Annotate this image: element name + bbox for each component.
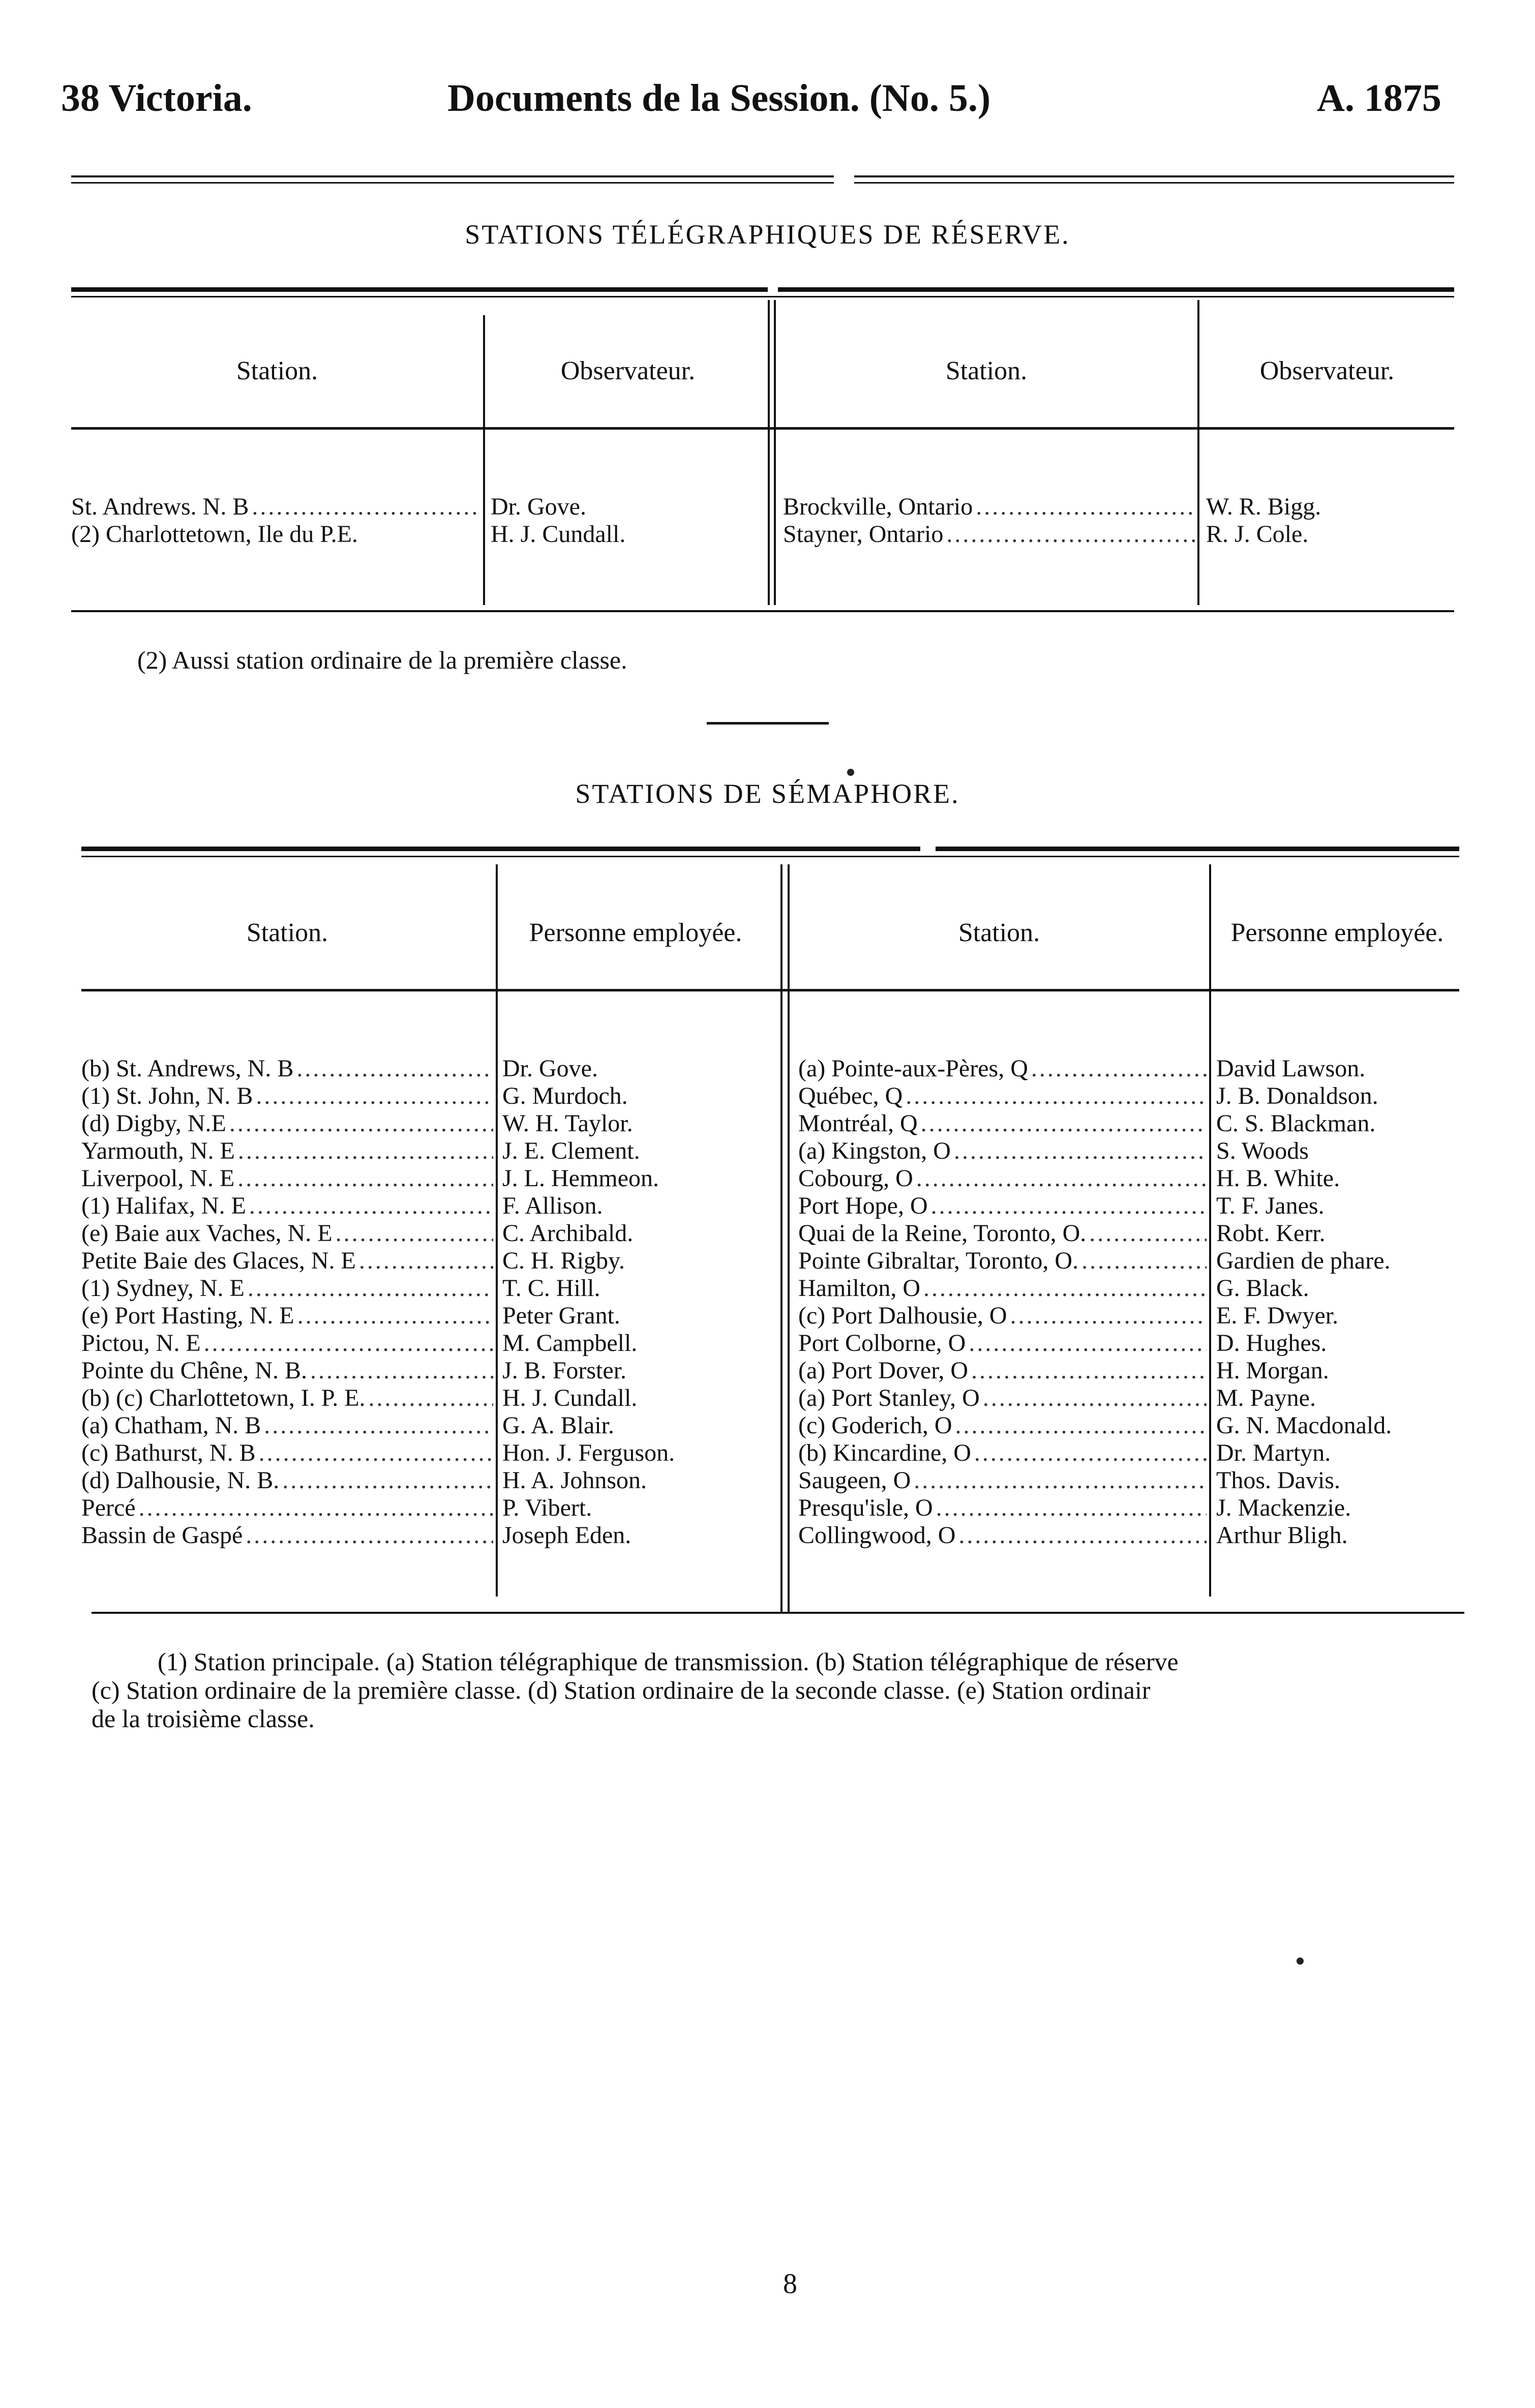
station-name: Pictou, N. E <box>81 1330 201 1357</box>
person-name: E. F. Dwyer. <box>1216 1302 1339 1329</box>
page-number: 8 <box>783 2268 797 2300</box>
person-row <box>502 1110 779 1137</box>
semaphore-left-row <box>81 1165 493 1192</box>
person-row <box>502 1494 779 1522</box>
semaphore-left-row <box>81 1357 493 1384</box>
semaphore-right-row <box>798 1357 1207 1384</box>
ink-spot <box>1297 1958 1304 1965</box>
person-name: F. Allison. <box>502 1192 603 1219</box>
header-year: A. 1875 <box>1317 77 1441 119</box>
station-name: (e) Baie aux Vaches, N. E <box>81 1220 333 1247</box>
semaphore-right-row <box>798 1467 1207 1494</box>
station-name: Montréal, Q <box>798 1110 918 1137</box>
observer-name: R. J. Cole. <box>1206 521 1309 548</box>
person-row <box>502 1082 779 1110</box>
station-name: Pointe du Chêne, N. B. <box>81 1357 307 1384</box>
semaphore-header-rule <box>81 989 1459 991</box>
person-name: H. B. White. <box>1216 1165 1340 1192</box>
person-row <box>502 1384 779 1412</box>
reserve-vline-2b <box>774 300 776 605</box>
semaphore-right-row <box>798 1110 1207 1137</box>
person-name: J. B. Donaldson. <box>1216 1082 1378 1109</box>
station-name: (a) Kingston, O <box>798 1137 951 1164</box>
person-row <box>1216 1384 1470 1412</box>
person-row <box>502 1247 779 1275</box>
semaphore-left-row <box>81 1082 493 1110</box>
header-volume: 38 Victoria. <box>61 77 252 119</box>
person-row <box>1216 1412 1470 1439</box>
person-name: Joseph Eden. <box>502 1522 631 1549</box>
station-name: Port Hope, O <box>798 1192 928 1219</box>
semaphore-left-row <box>81 1275 493 1302</box>
station-name: (d) Dalhousie, N. B. <box>81 1467 280 1494</box>
reserve-col-observer-left: Observateur. <box>560 356 696 385</box>
semaphore-top-rule-thin <box>81 856 1459 857</box>
semaphore-left-row <box>81 1192 493 1220</box>
person-row <box>502 1302 779 1330</box>
person-row <box>1216 1494 1470 1522</box>
person-row <box>1216 1055 1470 1082</box>
person-name: G. A. Blair. <box>502 1412 615 1439</box>
reserve-header-rule <box>71 427 1454 430</box>
semaphore-col-person-left: Personne employée. <box>529 918 742 947</box>
person-name: J. Mackenzie. <box>1216 1494 1351 1521</box>
header-rule-left <box>71 175 834 177</box>
semaphore-right-row <box>798 1494 1207 1522</box>
station-name: Stayner, Ontario <box>783 521 944 548</box>
station-name: Cobourg, O <box>798 1165 913 1192</box>
reserve-top-rule-left <box>71 287 768 292</box>
semaphore-right-people <box>1216 1055 1470 1549</box>
semaphore-right-row <box>798 1275 1207 1302</box>
person-row <box>1216 1439 1470 1467</box>
person-name: Hon. J. Ferguson. <box>502 1439 675 1466</box>
person-name: David Lawson. <box>1216 1055 1366 1082</box>
semaphore-right-row <box>798 1137 1207 1165</box>
person-name: C. Archibald. <box>502 1220 634 1247</box>
person-name: J. E. Clement. <box>502 1137 640 1164</box>
person-name: M. Payne. <box>1216 1384 1316 1411</box>
person-name: C. H. Rigby. <box>502 1247 625 1274</box>
person-name: Peter Grant. <box>502 1302 620 1329</box>
person-name: D. Hughes. <box>1216 1330 1327 1357</box>
person-row <box>1216 1467 1470 1494</box>
person-row <box>1216 1302 1470 1330</box>
footnote-line-3: de la troisième classe. <box>92 1704 315 1733</box>
station-name: Brockville, Ontario <box>783 493 973 520</box>
reserve-top-rule-thin <box>71 296 1454 297</box>
semaphore-left-row <box>81 1110 493 1137</box>
semaphore-vline-1 <box>496 864 498 1597</box>
reserve-left-row <box>71 493 480 521</box>
station-name: (a) Port Stanley, O <box>798 1384 980 1411</box>
semaphore-right-row <box>798 1192 1207 1220</box>
semaphore-top-rule-left <box>81 847 920 851</box>
station-name: Collingwood, O <box>798 1522 956 1549</box>
reserve-col-station-right: Station. <box>945 356 1028 385</box>
reserve-vline-1 <box>483 315 485 605</box>
semaphore-vline-2b <box>788 864 790 1612</box>
reserve-left-stations <box>71 493 480 548</box>
semaphore-right-stations <box>798 1055 1207 1549</box>
person-name: G. Murdoch. <box>502 1082 628 1109</box>
semaphore-left-row <box>81 1220 493 1247</box>
reserve-top-rule-right <box>778 287 1454 292</box>
person-name: W. H. Taylor. <box>502 1110 633 1137</box>
observer-name: H. J. Cundall. <box>491 521 626 548</box>
person-name: Thos. Davis. <box>1216 1467 1340 1494</box>
semaphore-right-row <box>798 1522 1207 1549</box>
person-row <box>502 1330 779 1357</box>
ink-spot <box>847 769 854 776</box>
person-row <box>502 1165 779 1192</box>
person-row <box>1216 1082 1470 1110</box>
person-name: Arthur Bligh. <box>1216 1522 1348 1549</box>
reserve-right-row <box>783 521 1195 548</box>
person-row <box>502 1055 779 1082</box>
semaphore-vline-2 <box>780 864 782 1612</box>
station-name: (1) Sydney, N. E <box>81 1275 245 1302</box>
station-name: Quai de la Reine, Toronto, O. <box>798 1220 1087 1247</box>
station-name: (c) Bathurst, N. B <box>81 1439 256 1466</box>
semaphore-right-row <box>798 1220 1207 1247</box>
reserve-vline-2 <box>768 300 770 605</box>
reserve-left-person <box>491 521 765 548</box>
semaphore-left-row <box>81 1302 493 1330</box>
station-name: (c) Goderich, O <box>798 1412 952 1439</box>
station-name: Port Colborne, O <box>798 1330 966 1357</box>
section-separator <box>707 722 829 725</box>
person-row <box>502 1439 779 1467</box>
person-row <box>1216 1247 1470 1275</box>
semaphore-top-rule-right <box>936 847 1459 851</box>
person-row <box>502 1137 779 1165</box>
semaphore-right-row <box>798 1165 1207 1192</box>
semaphore-left-people <box>502 1055 779 1549</box>
header-rule-left-2 <box>71 182 834 184</box>
person-name: G. Black. <box>1216 1275 1309 1302</box>
semaphore-title: STATIONS DE SÉMAPHORE. <box>575 778 960 809</box>
person-row <box>1216 1137 1470 1165</box>
person-name: G. N. Macdonald. <box>1216 1412 1392 1439</box>
station-name: (1) St. John, N. B <box>81 1082 253 1109</box>
person-name: C. S. Blackman. <box>1216 1110 1376 1137</box>
reserve-right-person <box>1206 493 1455 521</box>
person-row <box>502 1412 779 1439</box>
person-name: Dr. Gove. <box>502 1055 598 1082</box>
semaphore-left-row <box>81 1330 493 1357</box>
semaphore-left-row <box>81 1439 493 1467</box>
semaphore-right-row <box>798 1439 1207 1467</box>
person-name: Robt. Kerr. <box>1216 1220 1326 1247</box>
person-name: H. A. Johnson. <box>502 1467 647 1494</box>
header-rule-right <box>854 175 1454 177</box>
semaphore-left-row <box>81 1247 493 1275</box>
station-name: St. Andrews. N. B <box>71 493 249 520</box>
footnote-line-1: (1) Station principale. (a) Station télégraphique de transmission. (b) Station télégraphique de réserve <box>158 1647 1179 1676</box>
station-name: Pointe Gibraltar, Toronto, O. <box>798 1247 1079 1274</box>
semaphore-col-station-left: Station. <box>246 918 328 947</box>
reserve-note: (2) Aussi station ordinaire de la première classe. <box>137 646 627 674</box>
semaphore-right-row <box>798 1055 1207 1082</box>
person-row <box>502 1192 779 1220</box>
person-name: H. Morgan. <box>1216 1357 1329 1384</box>
semaphore-right-row <box>798 1412 1207 1439</box>
semaphore-right-row <box>798 1330 1207 1357</box>
station-name: (d) Digby, N.E <box>81 1110 226 1137</box>
station-name: (2) Charlottetown, Ile du P.E. <box>71 521 358 548</box>
person-name: J. L. Hemmeon. <box>502 1165 659 1192</box>
person-name: T. C. Hill. <box>502 1275 600 1302</box>
reserve-right-stations <box>783 493 1195 548</box>
reserve-right-row <box>783 493 1195 521</box>
station-name: (a) Port Dover, O <box>798 1357 968 1384</box>
station-name: Hamilton, O <box>798 1275 920 1302</box>
reserve-col-observer-right: Observateur. <box>1259 356 1395 385</box>
person-row <box>502 1220 779 1247</box>
person-row <box>1216 1275 1470 1302</box>
semaphore-left-row <box>81 1055 493 1082</box>
semaphore-right-row <box>798 1082 1207 1110</box>
semaphore-col-station-right: Station. <box>958 918 1040 947</box>
station-name: (a) Pointe-aux-Pères, Q <box>798 1055 1028 1082</box>
reserve-title: STATIONS TÉLÉGRAPHIQUES DE RÉSERVE. <box>465 219 1070 250</box>
station-name: (c) Port Dalhousie, O <box>798 1302 1007 1329</box>
semaphore-left-stations <box>81 1055 493 1549</box>
person-name: P. Vibert. <box>502 1494 592 1521</box>
footnote-line-2: (c) Station ordinaire de la première classe. (d) Station ordinaire de la seconde classe. (e) Station ordinair <box>92 1676 1151 1704</box>
person-row <box>1216 1522 1470 1549</box>
station-name: Presqu'isle, O <box>798 1494 933 1521</box>
semaphore-vline-3 <box>1209 864 1211 1597</box>
semaphore-right-row <box>798 1384 1207 1412</box>
station-name: (a) Chatham, N. B <box>81 1412 261 1439</box>
person-row <box>502 1467 779 1494</box>
station-name: Petite Baie des Glaces, N. E <box>81 1247 356 1274</box>
person-row <box>502 1357 779 1384</box>
station-name: (b) Kincardine, O <box>798 1439 971 1466</box>
semaphore-left-row <box>81 1137 493 1165</box>
semaphore-left-row <box>81 1384 493 1412</box>
person-row <box>1216 1165 1470 1192</box>
person-name: J. B. Forster. <box>502 1357 627 1384</box>
reserve-vline-3 <box>1197 300 1199 605</box>
person-name: M. Campbell. <box>502 1330 638 1357</box>
header-title: Documents de la Session. (No. 5.) <box>447 77 991 119</box>
person-row <box>502 1522 779 1549</box>
station-name: Québec, Q <box>798 1082 903 1109</box>
semaphore-left-row <box>81 1522 493 1549</box>
person-row <box>1216 1192 1470 1220</box>
station-name: Percé <box>81 1494 136 1521</box>
reserve-right-person <box>1206 521 1455 548</box>
person-row <box>1216 1220 1470 1247</box>
person-name: H. J. Cundall. <box>502 1384 638 1411</box>
observer-name: Dr. Gove. <box>491 493 586 520</box>
station-name: (b) St. Andrews, N. B <box>81 1055 294 1082</box>
semaphore-left-row <box>81 1412 493 1439</box>
station-name: Bassin de Gaspé <box>81 1522 243 1549</box>
semaphore-col-person-right: Personne employée. <box>1230 918 1444 947</box>
observer-name: W. R. Bigg. <box>1206 493 1321 520</box>
semaphore-left-row <box>81 1467 493 1494</box>
reserve-bottom-rule <box>71 610 1454 612</box>
person-name: S. Woods <box>1216 1137 1309 1164</box>
reserve-left-people <box>491 493 765 548</box>
semaphore-bottom-rule <box>92 1612 1464 1614</box>
station-name: Saugeen, O <box>798 1467 911 1494</box>
reserve-col-station-left: Station. <box>236 356 318 385</box>
station-name: Liverpool, N. E <box>81 1165 235 1192</box>
semaphore-right-row <box>798 1247 1207 1275</box>
semaphore-left-row <box>81 1494 493 1522</box>
header-rule-right-2 <box>854 182 1454 184</box>
station-name: Yarmouth, N. E <box>81 1137 235 1164</box>
person-name: T. F. Janes. <box>1216 1192 1325 1219</box>
station-name: (e) Port Hasting, N. E <box>81 1302 294 1329</box>
reserve-left-person <box>491 493 765 521</box>
reserve-left-row <box>71 521 480 548</box>
person-row <box>1216 1357 1470 1384</box>
person-row <box>1216 1110 1470 1137</box>
semaphore-right-row <box>798 1302 1207 1330</box>
person-row <box>1216 1330 1470 1357</box>
station-name: (b) (c) Charlottetown, I. P. E. <box>81 1384 366 1411</box>
person-name: Dr. Martyn. <box>1216 1439 1331 1466</box>
station-name: (1) Halifax, N. E <box>81 1192 246 1219</box>
person-name: Gardien de phare. <box>1216 1247 1391 1274</box>
person-row <box>502 1275 779 1302</box>
reserve-right-people <box>1206 493 1455 548</box>
